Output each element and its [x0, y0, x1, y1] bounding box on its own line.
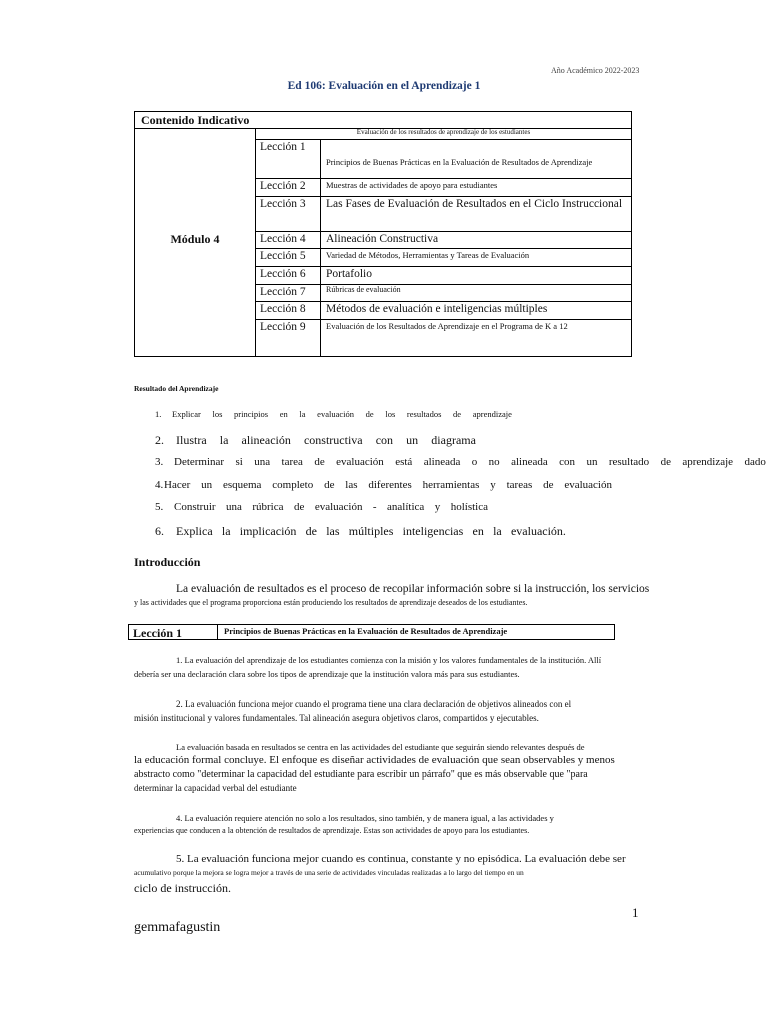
outcome-word: dado: [744, 456, 766, 468]
introduction-text: La evaluación de resultados es el proceso de recopilar información sobre si la instrucción, los servicios: [176, 583, 650, 595]
lesson-title: Rúbricas de evaluación: [326, 285, 401, 294]
outcome-word: constructiva: [303, 433, 363, 447]
outcome-text: [176, 433, 476, 448]
outcomes-heading: Resultado del Aprendizaje: [134, 384, 219, 393]
outcome-word: la: [493, 524, 502, 538]
paragraph-line: 2. La evaluación funciona mejor cuando el programa tiene una clara declaración de objetivos alineados con el: [176, 699, 572, 709]
outcome-word: implicación: [239, 524, 297, 538]
outcome-word: resultados: [406, 409, 442, 419]
outcome-word: evaluación.: [510, 524, 566, 538]
lesson-row: [256, 320, 631, 356]
lesson-title: Evaluación de los Resultados de Aprendizaje en el Programa de K a 12: [326, 321, 568, 331]
outcome-word: tareas: [506, 479, 533, 491]
lesson-row: [256, 285, 631, 302]
lesson-label: Lección 6: [260, 268, 306, 280]
outcome-text: [174, 456, 766, 468]
table-subheading-cell: [256, 128, 631, 140]
outcome-word: no: [488, 456, 500, 468]
paragraph-line: 5. La evaluación funciona mejor cuando es continua, constante y no episódica. La evaluación debe ser: [176, 853, 626, 865]
outcome-word: resultado: [608, 456, 650, 468]
paragraph-line: ciclo de instrucción.: [134, 881, 231, 895]
outcome-text: [164, 479, 612, 491]
outcome-word: alineada: [423, 456, 461, 468]
outcome-word: está: [395, 456, 413, 468]
outcome-word: de: [543, 479, 554, 491]
outcome-word: aprendizaje: [472, 409, 512, 419]
lesson-title: Las Fases de Evaluación de Resultados en el Ciclo Instruccional: [326, 198, 623, 210]
lesson-label: Lección 2: [260, 180, 306, 192]
outcome-word: una: [254, 456, 271, 468]
lesson-label: Lección 8: [260, 303, 306, 315]
outcome-word: en: [472, 524, 484, 538]
outcome-word: la: [299, 409, 306, 419]
outcome-word: Construir: [174, 501, 216, 513]
outcome-word: de: [314, 456, 325, 468]
outcome-word: esquema: [222, 479, 262, 491]
outcome-word: una: [226, 501, 242, 513]
outcome-number: 1.: [155, 409, 162, 419]
outcome-word: Explicar: [172, 409, 201, 419]
outcome-word: holística: [450, 501, 488, 513]
outcome-word: aprendizaje: [682, 456, 734, 468]
outcome-word: de: [365, 409, 374, 419]
lesson-title: Métodos de evaluación e inteligencias múltiples: [326, 303, 548, 315]
outcome-word: Determinar: [174, 456, 225, 468]
module-label: Módulo 4: [170, 232, 220, 246]
outcome-number: 5.: [155, 501, 164, 513]
outcome-word: las: [326, 524, 340, 538]
outcome-word: alineada: [511, 456, 548, 468]
content-table: [134, 111, 632, 357]
outcome-word: un: [201, 479, 213, 491]
lesson-header-divider: [217, 625, 218, 639]
paragraph-line: la educación formal concluye. El enfoque es diseñar actividades de evaluación que sean observables y menos: [134, 754, 615, 766]
lesson-label: Lección 1: [260, 141, 306, 153]
paragraph-line: abstracto como "determinar la capacidad del estudiante para escribir un párrafo" que es más observable que "para: [134, 769, 588, 780]
outcome-text: [174, 501, 488, 513]
lesson-label: Lección 1: [133, 626, 182, 640]
academic-year: Año Académico 2022-2023: [551, 66, 640, 75]
outcome-number: 2.: [155, 433, 164, 447]
lesson-label: Lección 3: [260, 198, 306, 210]
paragraph-line: experiencias que conducen a la obtención de resultados de aprendizaje. Estas son actividades de apoyo para los estudiantes.: [134, 826, 530, 835]
outcome-word: evaluación: [314, 501, 363, 513]
outcome-number: 3.: [155, 456, 164, 468]
paragraph-line: acumulativo porque la mejora se logra mejor a través de una serie de actividades vinculadas realizadas a lo largo del tiempo en un: [134, 868, 524, 877]
lesson-title: Portafolio: [326, 268, 372, 280]
outcome-word: evaluación: [336, 456, 384, 468]
lesson-row: [256, 249, 631, 267]
lesson-row: [256, 267, 631, 285]
outcome-word: completo: [272, 479, 314, 491]
outcome-word: analítica: [387, 501, 425, 513]
outcome-word: y: [434, 501, 441, 513]
outcome-text: [172, 409, 512, 419]
outcome-number: 6.: [155, 524, 164, 538]
introduction-heading: Introducción: [134, 555, 201, 569]
outcome-word: un: [406, 433, 419, 447]
lesson-label: Lección 4: [260, 233, 306, 245]
outcome-word: con: [559, 456, 576, 468]
introduction-text: y las actividades que el programa proporciona están produciendo los resultados de aprendizaje deseados de los estudiantes.: [134, 598, 528, 607]
outcome-word: múltiples: [348, 524, 394, 538]
outcome-word: de: [324, 479, 335, 491]
outcome-word: o: [471, 456, 478, 468]
outcome-word: Ilustra: [176, 433, 207, 447]
outcome-word: de: [453, 409, 462, 419]
outcome-word: y: [490, 479, 496, 491]
lesson-title: Muestras de actividades de apoyo para estudiantes: [326, 180, 498, 190]
outcome-text: [176, 524, 566, 539]
outcome-word: alineación: [241, 433, 291, 447]
lesson-title: Principios de Buenas Prácticas en la Evaluación de Resultados de Aprendizaje: [326, 157, 593, 167]
table-heading: Contenido Indicativo: [141, 113, 250, 127]
paragraph-line: determinar la capacidad verbal del estudiante: [134, 783, 297, 793]
lesson-header-box: [128, 624, 615, 640]
outcome-word: principios: [234, 409, 269, 419]
outcome-word: de: [660, 456, 671, 468]
lesson-row: [256, 179, 631, 197]
outcome-word: diagrama: [431, 433, 476, 447]
outcome-word: rúbrica: [252, 501, 284, 513]
outcome-word: evaluación: [564, 479, 612, 491]
outcome-word: los: [385, 409, 396, 419]
outcome-word: diferentes: [368, 479, 412, 491]
table-subheading: Evaluación de los resultados de aprendizaje de los estudiantes: [356, 128, 531, 136]
lesson-title: Alineación Constructiva: [326, 233, 439, 245]
lesson-row: [256, 232, 631, 249]
lesson-row: [256, 197, 631, 232]
lesson-label: Lección 9: [260, 321, 306, 333]
lesson-label: Lección 7: [260, 286, 306, 298]
outcome-word: un: [586, 456, 598, 468]
outcome-word: en: [279, 409, 288, 419]
outcome-word: de: [305, 524, 317, 538]
lesson-label: Lección 5: [260, 250, 306, 262]
course-title: Ed 106: Evaluación en el Aprendizaje 1: [287, 80, 481, 92]
table-header: [135, 112, 631, 129]
outcome-word: con: [375, 433, 394, 447]
paragraph-line: 4. La evaluación requiere atención no solo a los resultados, sino también, y de manera igual, a las actividades y: [176, 813, 554, 823]
paragraph-line: misión institucional y valores fundamentales. Tal alineación asegura objetivos claros, compartidos y ejecutables.: [134, 713, 539, 723]
paragraph-line: debería ser una declaración clara sobre los tipos de aprendizaje que la institución valora más para sus estudiantes.: [134, 669, 520, 679]
lesson-row: [256, 140, 631, 179]
outcome-word: -: [372, 501, 377, 513]
lesson-row: [256, 302, 631, 320]
outcome-word: herramientas: [422, 479, 480, 491]
lesson-title: Variedad de Métodos, Herramientas y Tareas de Evaluación: [326, 250, 530, 260]
outcome-word: la: [219, 433, 229, 447]
outcome-word: los: [212, 409, 223, 419]
lesson-title: Principios de Buenas Prácticas en la Evaluación de Resultados de Aprendizaje: [224, 626, 508, 636]
outcome-word: las: [345, 479, 358, 491]
module-cell: [135, 128, 256, 356]
outcome-word: de: [293, 501, 305, 513]
outcome-word: Hacer: [164, 479, 191, 491]
outcome-word: evaluación: [317, 409, 354, 419]
paragraph-line: 1. La evaluación del aprendizaje de los estudiantes comienza con la misión y los valores fundamentales de la institución. Allí: [176, 655, 602, 665]
outcome-word: si: [235, 456, 243, 468]
outcome-number: 4.: [155, 479, 164, 491]
outcome-word: Explica: [176, 524, 213, 538]
outcome-word: tarea: [281, 456, 303, 468]
page-number: 1: [632, 905, 639, 920]
paragraph-line: La evaluación basada en resultados se centra en las actividades del estudiante que seguirán siendo relevantes después de: [176, 742, 585, 752]
author-name: gemmafagustin: [134, 920, 221, 935]
outcome-word: la: [221, 524, 231, 538]
outcome-word: inteligencias: [402, 524, 464, 538]
